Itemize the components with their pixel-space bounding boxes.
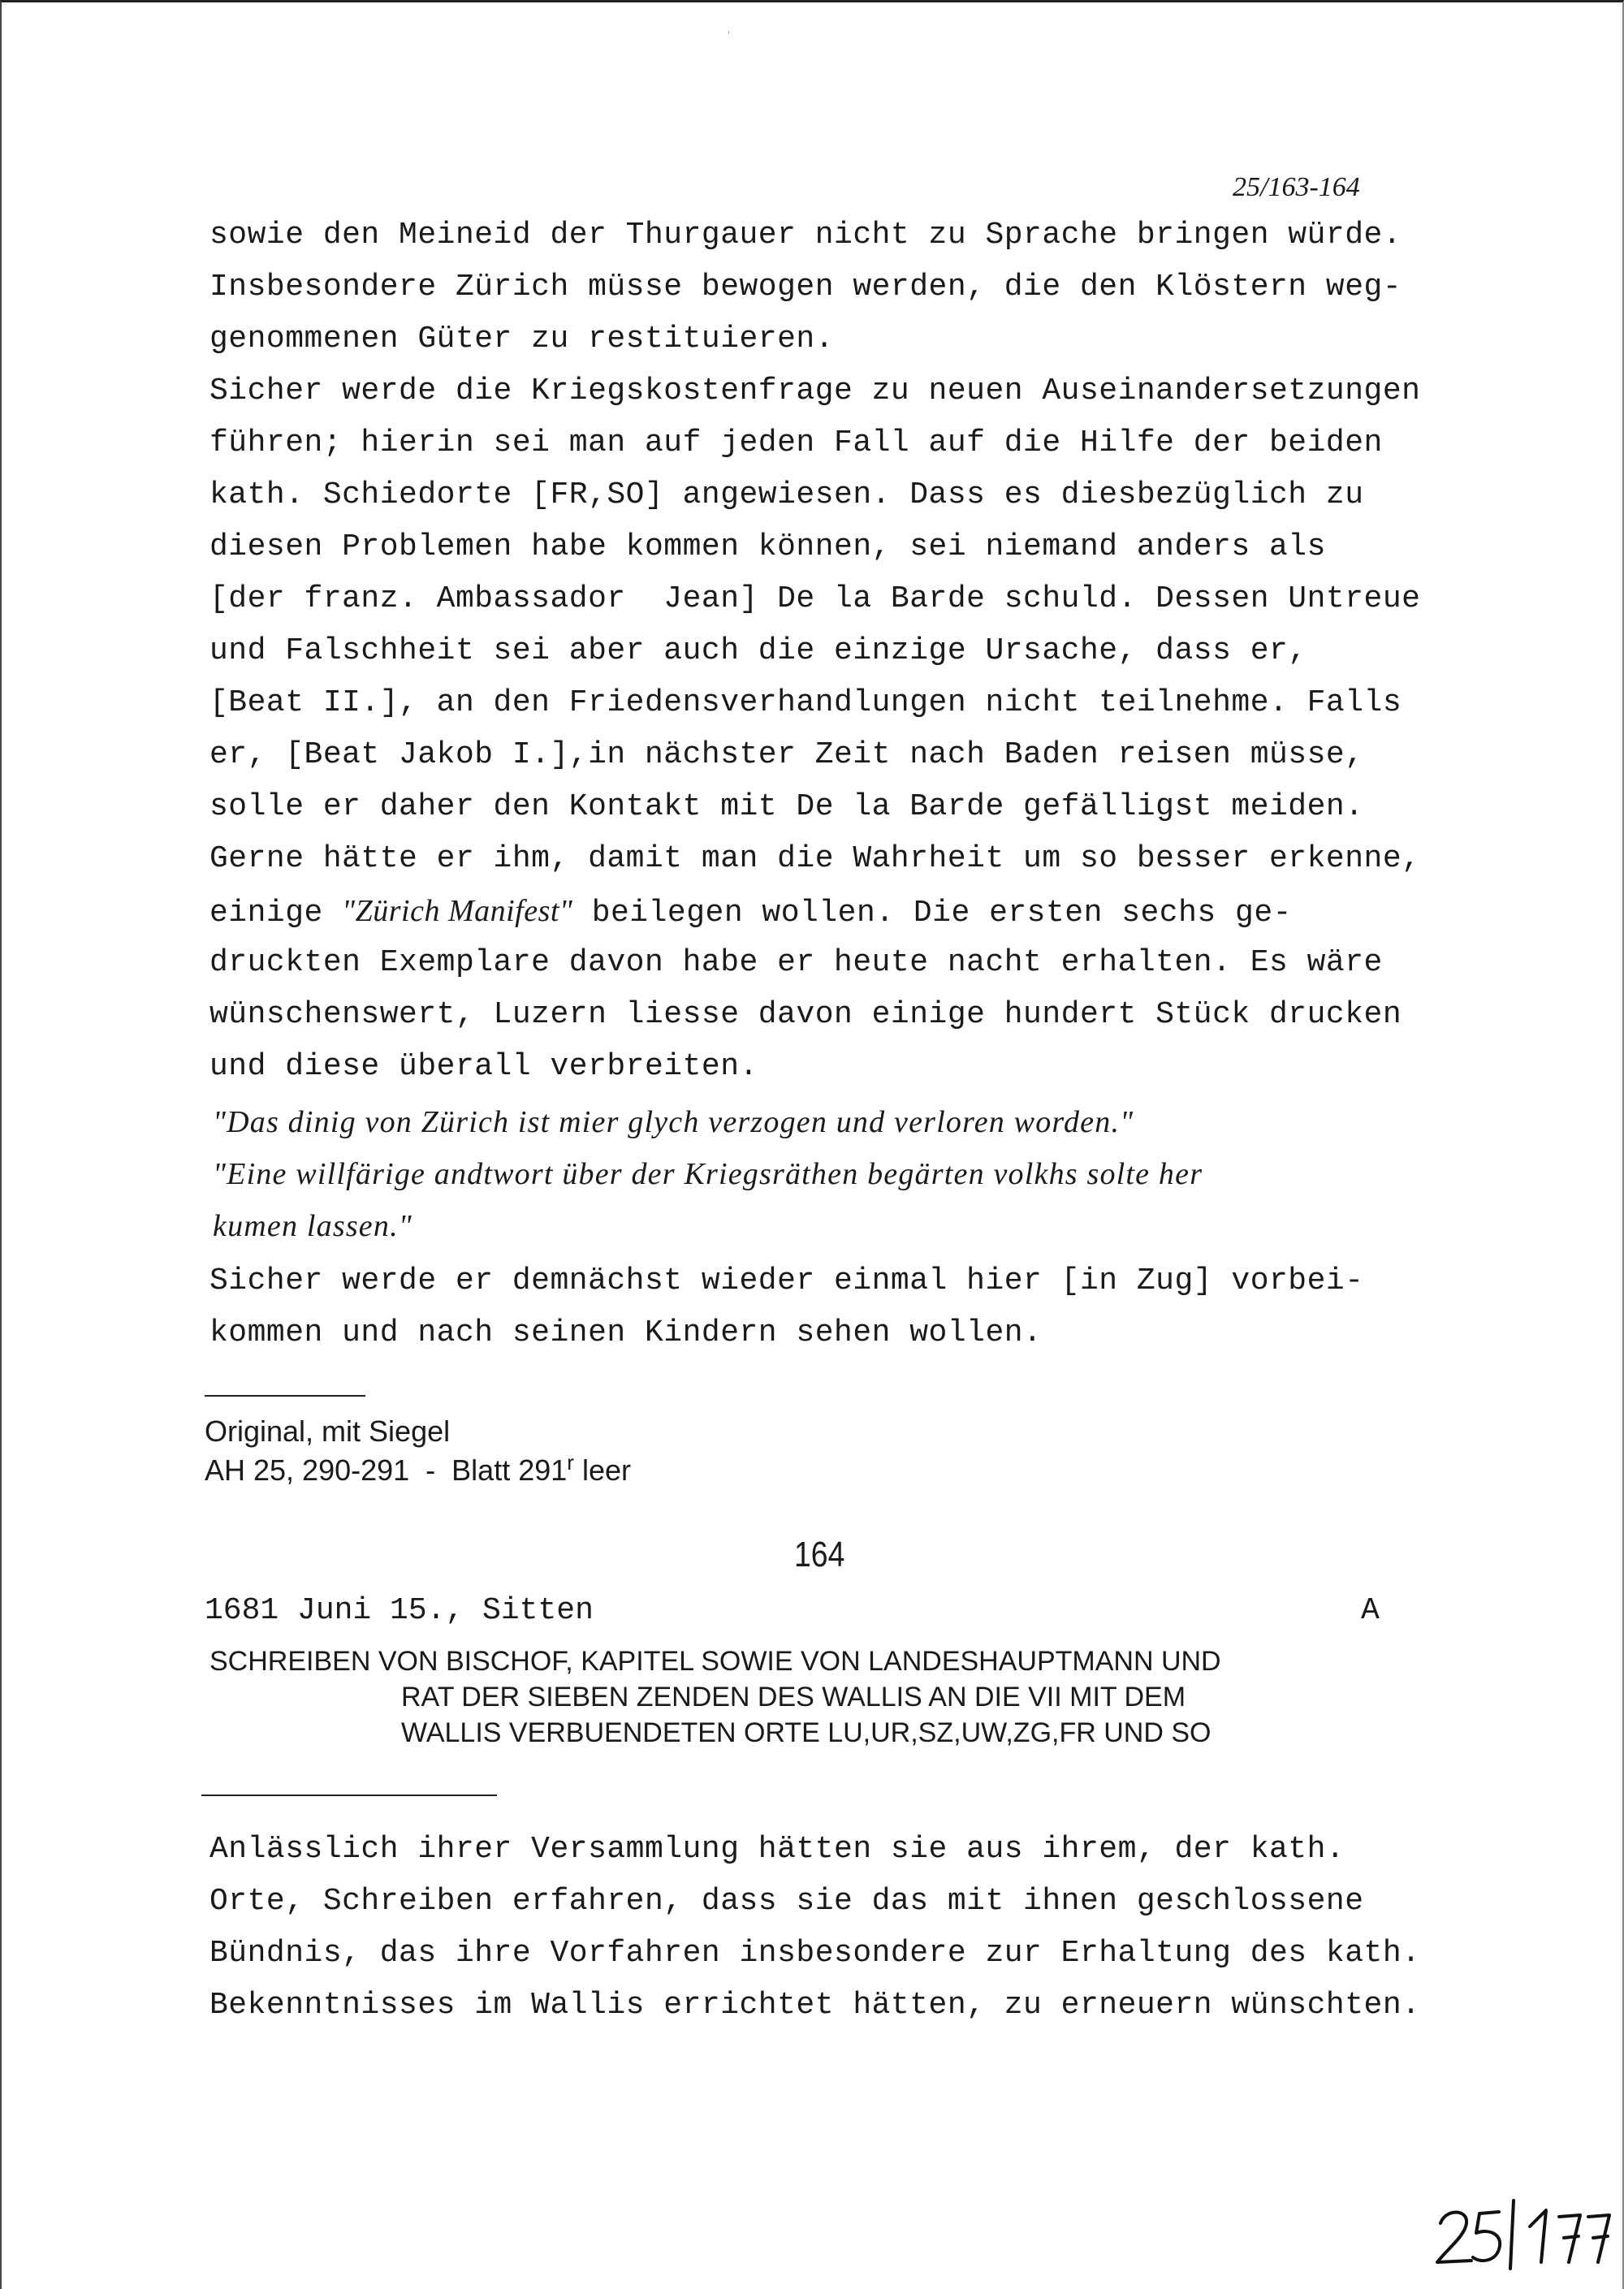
manifest-title: "Zürich Manifest" <box>342 894 573 928</box>
text-line: kath. Schiedorte [FR,SO] angewiesen. Dass es diesbezüglich zu <box>209 477 1364 512</box>
document-number: 164 <box>794 1535 845 1574</box>
section-divider <box>205 1395 365 1397</box>
text-line: Insbesondere Zürich müsse bewogen werden, die den Klöstern weg- <box>209 270 1402 304</box>
handwritten-file-number <box>1429 2184 1616 2274</box>
text-line: Gerne hätte er ihm, damit man die Wahrheit um so besser erkenne, <box>209 841 1421 876</box>
source-reference-main: AH 25, 290-291 - Blatt 291 <box>205 1453 568 1487</box>
text-line: Sicher werde die Kriegskostenfrage zu neuen Auseinandersetzungen <box>209 374 1421 408</box>
text-line: er, [Beat Jakob I.],in nächster Zeit nach Baden reisen müsse, <box>209 737 1364 772</box>
text-line: kommen und nach seinen Kindern sehen wollen. <box>209 1315 1043 1350</box>
text-line: [der franz. Ambassador Jean] De la Barde schuld. Dessen Untreue <box>209 581 1421 616</box>
document-title-line: RAT DER SIEBEN ZENDEN DES WALLIS AN DIE VII MIT DEM <box>401 1682 1186 1712</box>
text-line: Anlässlich ihrer Versammlung hätten sie aus ihrem, der kath. <box>209 1832 1345 1867</box>
title-divider <box>201 1794 497 1796</box>
manifest-line <box>209 885 1292 939</box>
document-title-line: WALLIS VERBUENDETEN ORTE LU,UR,SZ,UW,ZG,FR UND SO <box>401 1717 1212 1748</box>
source-reference-superscript: r <box>567 1450 574 1475</box>
text-line: und diese überall verbreiten. <box>209 1049 758 1084</box>
text-line: Bündnis, das ihre Vorfahren insbesondere zur Erhaltung des kath. <box>209 1936 1421 1971</box>
text-line: und Falschheit sei aber auch die einzige Ursache, dass er, <box>209 633 1307 668</box>
text-line: diesen Problemen habe kommen können, sei niemand anders als <box>209 529 1326 564</box>
text-line: [Beat II.], an den Friedensverhandlungen nicht teilnehme. Falls <box>209 685 1402 720</box>
document-category: A <box>1361 1593 1380 1628</box>
source-original: Original, mit Siegel <box>205 1414 451 1448</box>
source-reference-end: leer <box>573 1453 631 1487</box>
text-line: sowie den Meineid der Thurgauer nicht zu Sprache bringen würde. <box>209 218 1402 253</box>
quote-line: "Das dinig von Zürich ist mier glych verzogen und verloren worden." <box>213 1105 1134 1139</box>
text-line: Sicher werde er demnächst wieder einmal hier [in Zug] vorbei- <box>209 1263 1364 1298</box>
quote-line: "Eine willfärige andtwort über der Kriegsräthen begärten volkhs solte her <box>213 1157 1203 1191</box>
manifest-line-after: beilegen wollen. Die ersten sechs ge- <box>572 896 1292 931</box>
text-line: führen; hierin sei man auf jeden Fall auf die Hilfe der beiden <box>209 425 1383 460</box>
source-reference <box>205 1450 631 1488</box>
text-line: Bekenntnisses im Wallis errichtet hätten, zu erneuern wünschten. <box>209 1988 1421 2023</box>
quote-line: kumen lassen." <box>213 1209 412 1243</box>
page-reference: 25/163-164 <box>1233 172 1360 202</box>
text-line: Orte, Schreiben erfahren, dass sie das mit ihnen geschlossene <box>209 1884 1364 1919</box>
text-line: druckten Exemplare davon habe er heute nacht erhalten. Es wäre <box>209 945 1383 980</box>
text-line: wünschenswert, Luzern liesse davon einige hundert Stück drucken <box>209 997 1402 1032</box>
text-line: solle er daher den Kontakt mit De la Barde gefälligst meiden. <box>209 789 1364 824</box>
document-title-line: SCHREIBEN VON BISCHOF, KAPITEL SOWIE VON LANDESHAUPTMANN UND <box>209 1646 1221 1677</box>
manifest-line-before: einige <box>209 896 343 931</box>
document-date-place: 1681 Juni 15., Sitten <box>205 1593 594 1628</box>
scan-mark <box>728 31 729 34</box>
text-line: genommenen Güter zu restituieren. <box>209 322 835 356</box>
